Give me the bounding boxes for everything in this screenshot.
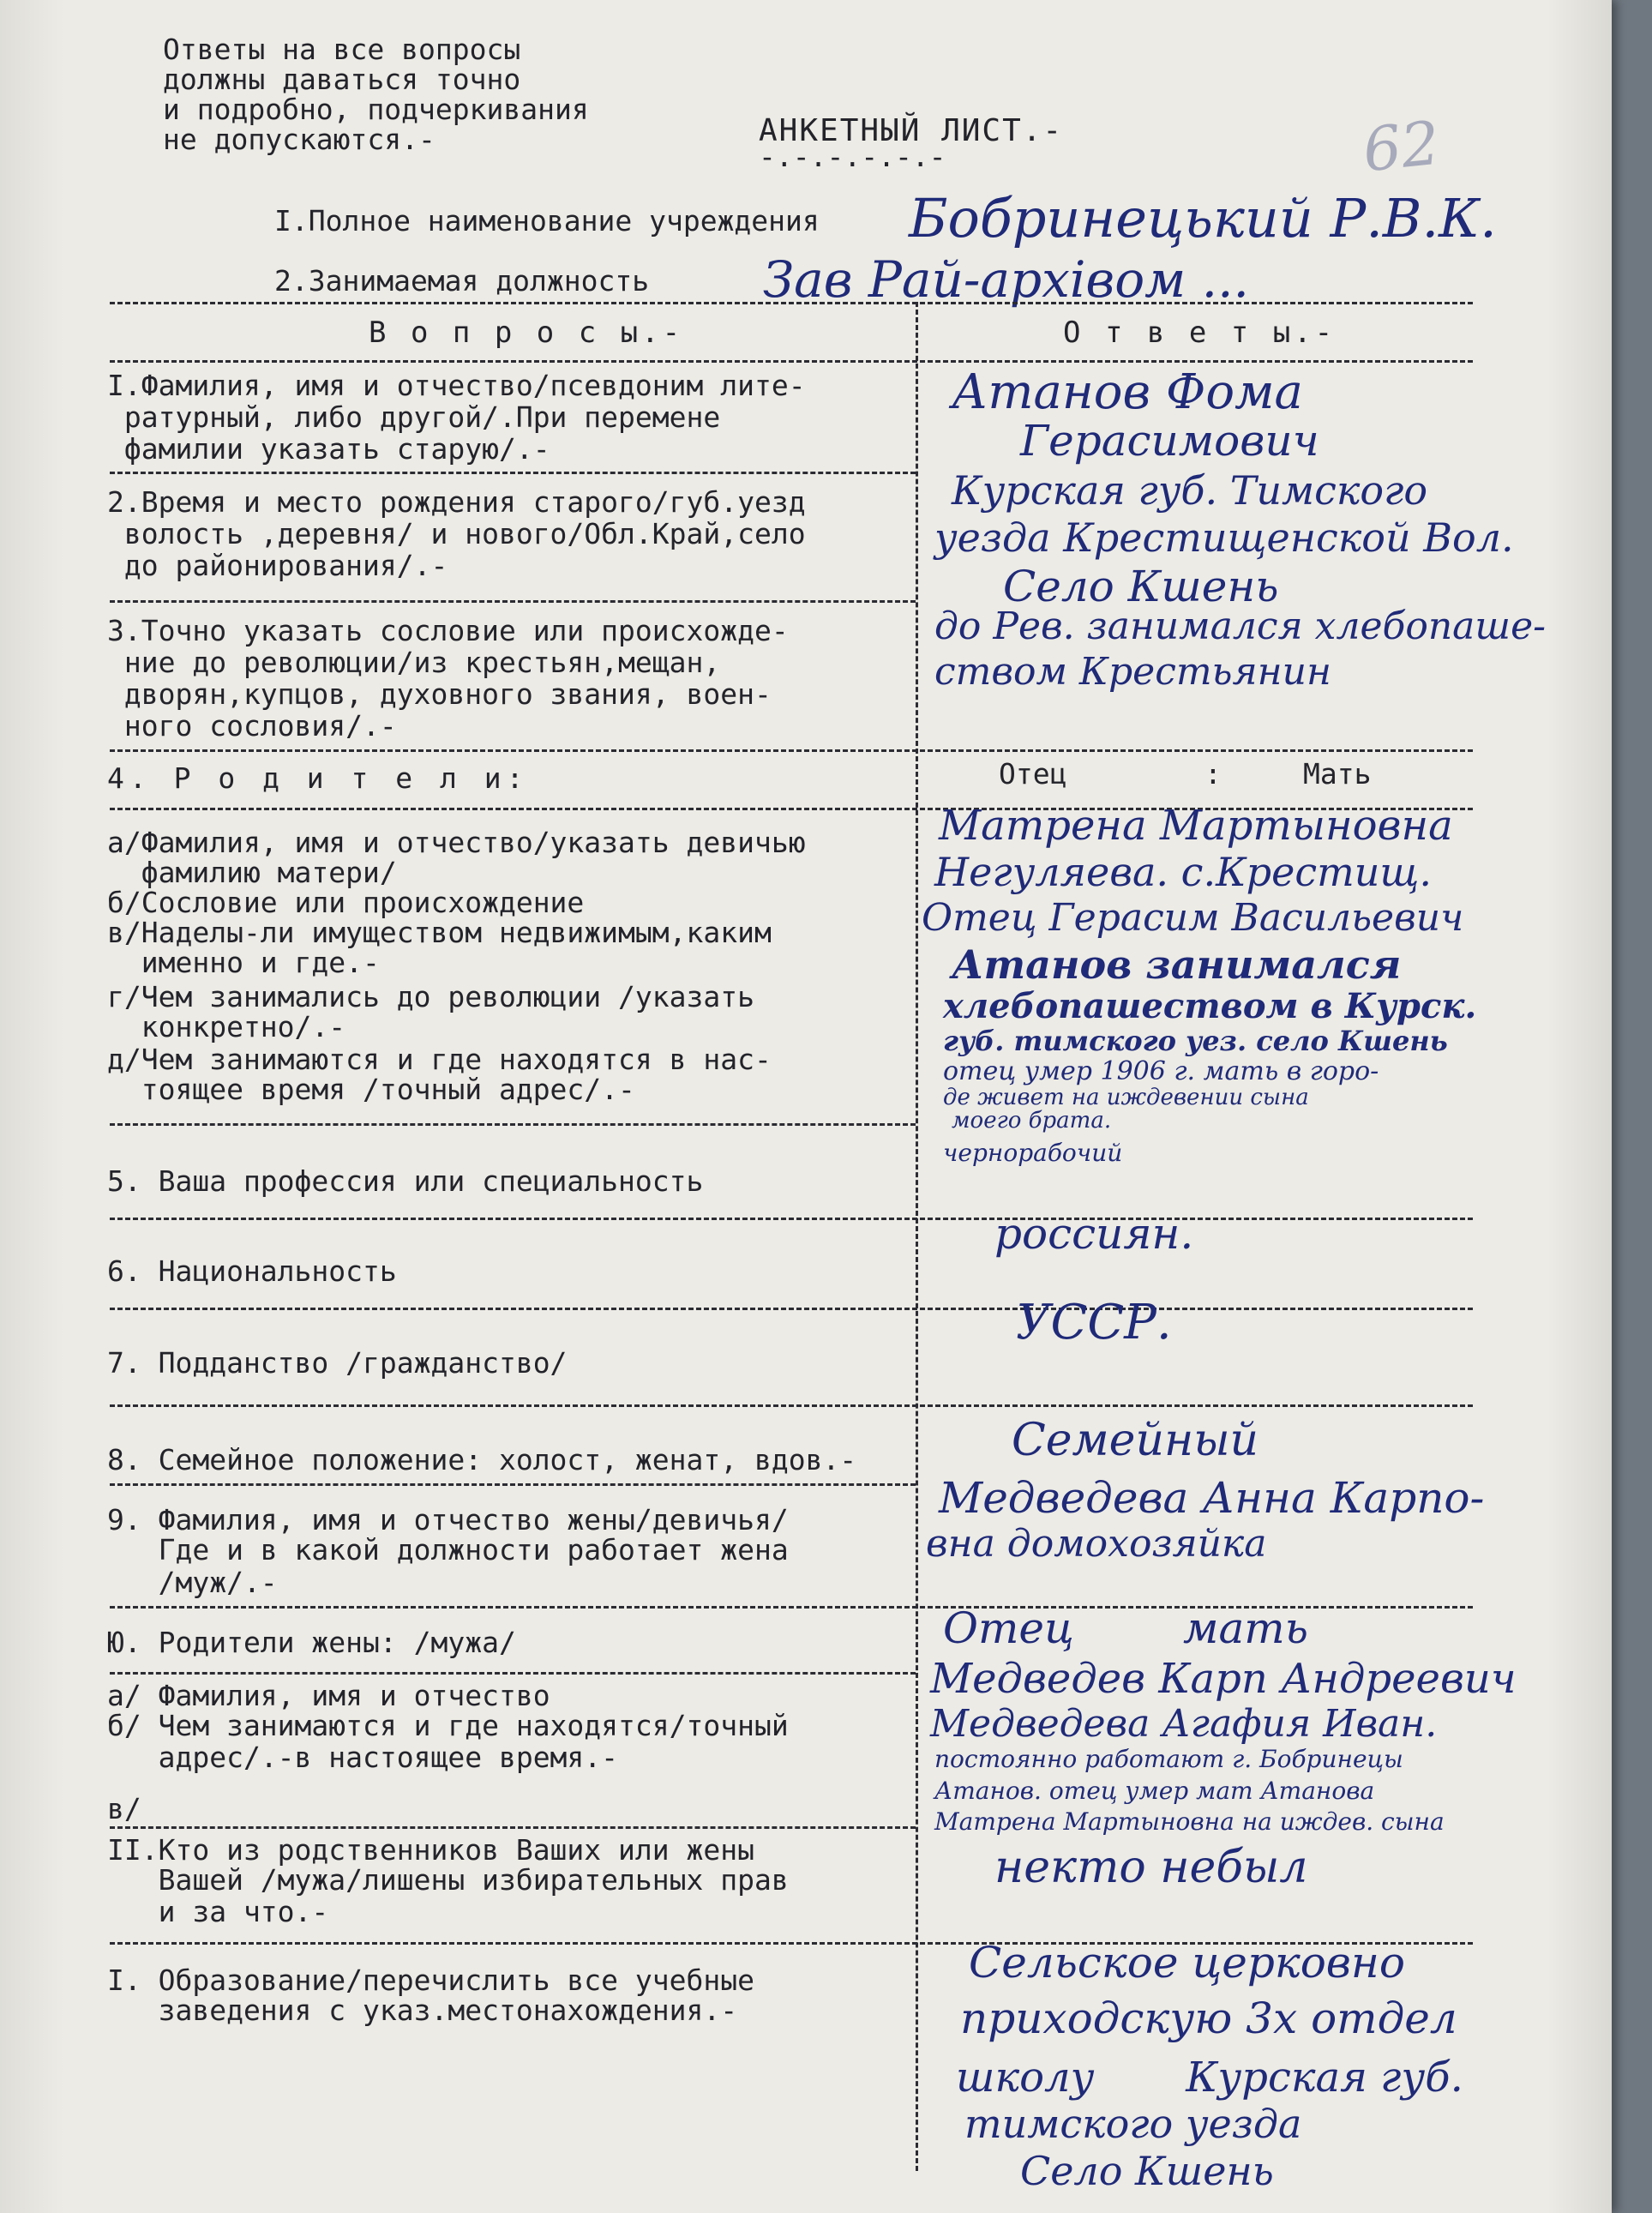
instructions-line-4: не допускаются.- [163, 123, 436, 156]
instructions-line-3: и подробно, подчеркивания [163, 93, 589, 126]
q12-answer: школу Курская губ. [956, 2054, 1463, 2102]
q9-answer: вна домохозяйка [926, 1522, 1267, 1566]
rule [110, 600, 916, 603]
rule [110, 302, 1473, 304]
q2-answer: уезда Крестищенской Вол. [934, 514, 1514, 561]
q10-answer: Отец мать [943, 1603, 1308, 1653]
q4-line: б/Сословие или происхождение [107, 886, 585, 919]
q7-label: 7. Подданство /гражданство/ [107, 1346, 568, 1380]
q1-line: фамилии указать старую/.- [107, 432, 550, 466]
q2-line: волость ,деревня/ и нового/Обл.Край,село [107, 517, 806, 550]
page-number: 62 [1359, 107, 1444, 186]
q1-line: I.Фамилия, имя и отчество/псевдоним лите- [107, 369, 806, 402]
q11-answer: некто небыл [994, 1842, 1308, 1893]
q10-line: б/ Чем занимаются и где находятся/точный [107, 1709, 789, 1742]
q1-answer: Герасимович [1020, 416, 1319, 466]
q4-answer: хлебопашеством в Курск. [943, 986, 1477, 1026]
q3-line: ние до революции/из крестьян,мещан, [107, 646, 721, 679]
q4-line: в/Наделы-ли имуществом недвижимым,каким [107, 916, 772, 949]
q8-answer: Семейный [1012, 1415, 1259, 1466]
q9-line: Где и в какой должности работает жена [107, 1533, 789, 1567]
q1-line: ратурный, либо другой/.При перемене [107, 400, 721, 434]
q10-answer: Медведева Агафия Иван. [930, 1702, 1438, 1746]
q4-line: фамилию матери/ [107, 856, 397, 889]
q9-line: /муж/.- [107, 1566, 278, 1599]
q11-line: Вашей /мужа/лишены избирательных прав [107, 1863, 789, 1897]
q10-line: адрес/.-в настоящее время.- [107, 1741, 619, 1774]
q4-line: конкретно/.- [107, 1010, 346, 1043]
rule [110, 1123, 916, 1126]
q4-mother: Мать [1303, 757, 1372, 791]
q3-answer: до Рев. занимался хлебопаше- [934, 604, 1547, 648]
q2-line: 2.Время и место рождения старого/губ.уезд [107, 485, 806, 519]
rule [110, 1826, 916, 1829]
q11-line: и за что.- [107, 1895, 329, 1928]
q10-line: в/ [107, 1792, 141, 1825]
q10-answer: постоянно работают г. Бобринецы [934, 1745, 1403, 1773]
rule [110, 1218, 1473, 1220]
q4-line: именно и где.- [107, 946, 380, 979]
q3-line: ного сословия/.- [107, 709, 397, 743]
q2-answer: Село Кшень [1003, 562, 1279, 611]
q4-answer: чернорабочий [943, 1139, 1123, 1167]
rule [110, 360, 1473, 363]
position-value: Зав Рай-архівом ... [763, 250, 1249, 309]
q3-line: 3.Точно указать сословие или происхожде- [107, 614, 789, 647]
q10-label: Ю. Родители жены: /мужа/ [107, 1626, 516, 1659]
q7-answer: УССР. [1016, 1295, 1172, 1350]
rule [110, 1308, 1473, 1310]
rule [110, 749, 1473, 752]
q4-answer: Негуляева. с.Крестищ. [934, 849, 1433, 895]
q2-answer: Курская губ. Тимского [952, 467, 1428, 514]
q8-label: 8. Семейное положение: холост, женат, вдов.- [107, 1443, 857, 1476]
rule [110, 1404, 1473, 1407]
q4-answer: моего брата. [952, 1108, 1112, 1134]
q4-answer: отец умер 1906 г. мать в горо- [943, 1056, 1379, 1086]
q11-line: II.Кто из родственников Ваших или жены [107, 1833, 754, 1867]
q4-answer: губ. тимского уез. село Кшень [943, 1025, 1448, 1057]
q4-line: д/Чем занимаются и где находятся в нас- [107, 1043, 772, 1076]
q9-line: 9. Фамилия, имя и отчество жены/девичья/ [107, 1503, 789, 1536]
q10-answer: Атанов. отец умер мат Атанова [934, 1777, 1375, 1805]
q6-label: 6. Национальность [107, 1254, 397, 1288]
q4-line: тоящее время /точный адрес/.- [107, 1073, 635, 1106]
form-title-underline: -.-.-.-.-.- [759, 140, 946, 173]
position-label: 2.Занимаемая должность [274, 264, 650, 298]
q12-answer: Сельское церковно [969, 1938, 1405, 1987]
org-label: I.Полное наименование учреждения [274, 204, 820, 238]
q5-label: 5. Ваша профессия или специальность [107, 1164, 704, 1198]
answers-heading: О т в е т ы.- [1063, 316, 1337, 350]
instructions-line-2: должны даваться точно [163, 63, 521, 96]
q2-line: до районирования/.- [107, 549, 448, 582]
q4-answer: Атанов занимался [952, 941, 1402, 988]
q12-answer: тимского уезда [964, 2101, 1302, 2147]
q10-answer: Матрена Мартыновна на иждев. сына [934, 1807, 1445, 1836]
questions-heading: В о п р о с ы.- [369, 316, 684, 350]
q10-line: а/ Фамилия, имя и отчество [107, 1679, 550, 1712]
q4-line: а/Фамилия, имя и отчество/указать девичью [107, 826, 806, 859]
q4-label: 4. Р о д и т е л и: [107, 761, 529, 795]
q4-answer: де живет на иждевении сына [943, 1085, 1309, 1110]
rule [110, 1483, 916, 1486]
q12-answer: приходскую 3х отдел [960, 1994, 1457, 2043]
q4-answer: Отец Герасим Васильевич [922, 896, 1464, 940]
q4-line: г/Чем занимались до революции /указать [107, 980, 754, 1013]
org-value: Бобринецький Р.В.К. [909, 187, 1497, 250]
q12-line: I. Образование/перечислить все учебные [107, 1963, 754, 1997]
instructions-line-1: Ответы на все вопросы [163, 33, 521, 66]
rule [110, 472, 916, 474]
q3-answer: ством Крестьянин [934, 650, 1331, 694]
q12-line: заведения с указ.местонахождения.- [107, 1994, 738, 2027]
column-divider [916, 302, 918, 2171]
q3-line: дворян,купцов, духовного звания, воен- [107, 677, 772, 711]
q4-father: Отец [999, 757, 1067, 791]
q10-answer: Медведев Карп Андреевич [930, 1655, 1517, 1703]
form-title: АНКЕТНЫЙ ЛИСТ.- [759, 113, 1064, 148]
q12-answer: Село Кшень [1020, 2148, 1274, 2194]
rule [110, 1672, 916, 1675]
q6-answer: россиян. [994, 1209, 1194, 1259]
q9-answer: Медведева Анна Карпо- [939, 1473, 1485, 1523]
q4-answer: Матрена Мартыновна [939, 802, 1453, 850]
q4-colon: : [1204, 757, 1222, 791]
q1-answer: Атанов Фома [952, 364, 1303, 420]
